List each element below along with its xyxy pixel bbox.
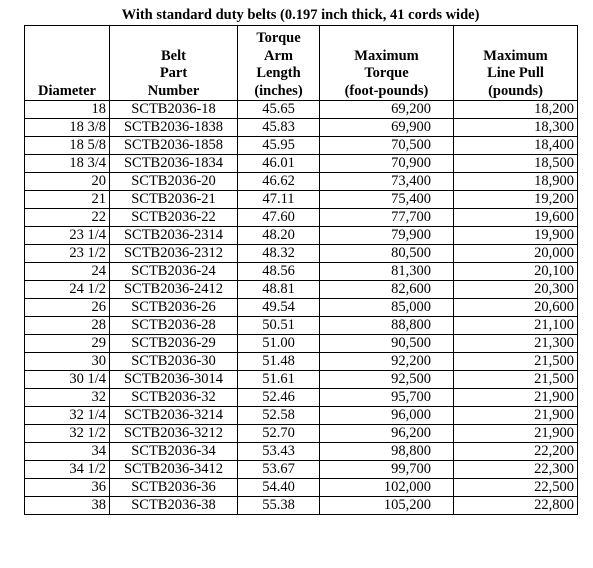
cell-torque-arm-length: 45.95: [238, 137, 320, 155]
cell-torque-arm-length: 48.32: [238, 245, 320, 263]
header-row: [25, 26, 578, 101]
header-maximum-line-pull: Maximum Line Pull (pounds): [454, 26, 578, 101]
cell-torque-arm-length: 55.38: [238, 497, 320, 515]
table-title: With standard duty belts (0.197 inch thick, 41 cords wide): [121, 7, 480, 23]
table-row: [25, 335, 578, 353]
table-row: [25, 353, 578, 371]
cell-diameter: 24: [25, 263, 110, 281]
cell-maximum-torque: 82,600: [320, 281, 454, 299]
cell-torque-arm-length: 48.56: [238, 263, 320, 281]
cell-part-number: SCTB2036-3212: [110, 425, 238, 443]
cell-maximum-torque: 70,900: [320, 155, 454, 173]
cell-maximum-line-pull: 21,900: [454, 389, 578, 407]
cell-diameter: 30 1/4: [25, 371, 110, 389]
table-row: [25, 245, 578, 263]
cell-maximum-torque: 79,900: [320, 227, 454, 245]
cell-maximum-torque: 96,200: [320, 425, 454, 443]
cell-part-number: SCTB2036-34: [110, 443, 238, 461]
cell-diameter: 23 1/4: [25, 227, 110, 245]
table-row: [25, 227, 578, 245]
cell-diameter: 34: [25, 443, 110, 461]
cell-maximum-line-pull: 19,600: [454, 209, 578, 227]
cell-part-number: SCTB2036-2314: [110, 227, 238, 245]
table-row: [25, 299, 578, 317]
table-row: [25, 155, 578, 173]
cell-part-number: SCTB2036-2412: [110, 281, 238, 299]
table-row: [25, 407, 578, 425]
table-row: [25, 119, 578, 137]
cell-diameter: 30: [25, 353, 110, 371]
cell-maximum-torque: 92,500: [320, 371, 454, 389]
cell-maximum-torque: 85,000: [320, 299, 454, 317]
cell-maximum-torque: 92,200: [320, 353, 454, 371]
cell-torque-arm-length: 53.43: [238, 443, 320, 461]
cell-maximum-torque: 69,900: [320, 119, 454, 137]
cell-maximum-line-pull: 20,300: [454, 281, 578, 299]
table-row: [25, 389, 578, 407]
cell-part-number: SCTB2036-32: [110, 389, 238, 407]
table-row: [25, 173, 578, 191]
cell-diameter: 18 5/8: [25, 137, 110, 155]
cell-torque-arm-length: 45.65: [238, 101, 320, 119]
cell-part-number: SCTB2036-3014: [110, 371, 238, 389]
cell-maximum-line-pull: 19,200: [454, 191, 578, 209]
cell-diameter: 28: [25, 317, 110, 335]
cell-maximum-torque: 77,700: [320, 209, 454, 227]
cell-torque-arm-length: 51.61: [238, 371, 320, 389]
cell-torque-arm-length: 51.48: [238, 353, 320, 371]
table-row: [25, 263, 578, 281]
table-row: [25, 479, 578, 497]
cell-torque-arm-length: 50.51: [238, 317, 320, 335]
table-row: [25, 497, 578, 515]
cell-part-number: SCTB2036-20: [110, 173, 238, 191]
cell-part-number: SCTB2036-1838: [110, 119, 238, 137]
cell-torque-arm-length: 48.20: [238, 227, 320, 245]
cell-maximum-torque: 81,300: [320, 263, 454, 281]
cell-maximum-line-pull: 22,500: [454, 479, 578, 497]
cell-maximum-line-pull: 20,100: [454, 263, 578, 281]
cell-part-number: SCTB2036-26: [110, 299, 238, 317]
cell-diameter: 18: [25, 101, 110, 119]
cell-diameter: 34 1/2: [25, 461, 110, 479]
cell-part-number: SCTB2036-3412: [110, 461, 238, 479]
cell-maximum-torque: 96,000: [320, 407, 454, 425]
cell-diameter: 38: [25, 497, 110, 515]
table-row: [25, 191, 578, 209]
cell-diameter: 32 1/4: [25, 407, 110, 425]
cell-maximum-torque: 88,800: [320, 317, 454, 335]
cell-maximum-line-pull: 18,500: [454, 155, 578, 173]
cell-part-number: SCTB2036-18: [110, 101, 238, 119]
cell-part-number: SCTB2036-38: [110, 497, 238, 515]
cell-torque-arm-length: 49.54: [238, 299, 320, 317]
table-row: [25, 425, 578, 443]
cell-diameter: 20: [25, 173, 110, 191]
cell-maximum-torque: 70,500: [320, 137, 454, 155]
cell-maximum-torque: 105,200: [320, 497, 454, 515]
cell-maximum-line-pull: 18,300: [454, 119, 578, 137]
cell-part-number: SCTB2036-1834: [110, 155, 238, 173]
cell-torque-arm-length: 54.40: [238, 479, 320, 497]
cell-maximum-line-pull: 21,100: [454, 317, 578, 335]
cell-diameter: 29: [25, 335, 110, 353]
cell-diameter: 24 1/2: [25, 281, 110, 299]
cell-torque-arm-length: 52.70: [238, 425, 320, 443]
cell-maximum-torque: 73,400: [320, 173, 454, 191]
cell-torque-arm-length: 48.81: [238, 281, 320, 299]
cell-torque-arm-length: 52.46: [238, 389, 320, 407]
cell-maximum-line-pull: 22,800: [454, 497, 578, 515]
cell-maximum-line-pull: 20,600: [454, 299, 578, 317]
header-belt-part-number: Belt Part Number: [110, 26, 238, 101]
cell-maximum-torque: 102,000: [320, 479, 454, 497]
cell-torque-arm-length: 45.83: [238, 119, 320, 137]
cell-maximum-line-pull: 18,900: [454, 173, 578, 191]
table-row: [25, 281, 578, 299]
cell-torque-arm-length: 46.01: [238, 155, 320, 173]
belt-specs-table: [24, 25, 578, 515]
cell-part-number: SCTB2036-36: [110, 479, 238, 497]
cell-maximum-torque: 98,800: [320, 443, 454, 461]
cell-part-number: SCTB2036-21: [110, 191, 238, 209]
cell-maximum-line-pull: 18,400: [454, 137, 578, 155]
cell-diameter: 18 3/4: [25, 155, 110, 173]
table-row: [25, 443, 578, 461]
cell-diameter: 36: [25, 479, 110, 497]
cell-maximum-torque: 75,400: [320, 191, 454, 209]
table-row: [25, 137, 578, 155]
cell-maximum-torque: 95,700: [320, 389, 454, 407]
cell-maximum-line-pull: 21,500: [454, 371, 578, 389]
table-row: [25, 101, 578, 119]
cell-torque-arm-length: 53.67: [238, 461, 320, 479]
cell-diameter: 32: [25, 389, 110, 407]
cell-part-number: SCTB2036-22: [110, 209, 238, 227]
table-body: [25, 101, 578, 515]
cell-diameter: 32 1/2: [25, 425, 110, 443]
cell-diameter: 21: [25, 191, 110, 209]
cell-part-number: SCTB2036-28: [110, 317, 238, 335]
table-row: [25, 371, 578, 389]
table-row: [25, 209, 578, 227]
header-diameter: Diameter: [25, 26, 110, 101]
cell-maximum-line-pull: 21,300: [454, 335, 578, 353]
table-row: [25, 317, 578, 335]
cell-torque-arm-length: 52.58: [238, 407, 320, 425]
cell-part-number: SCTB2036-2312: [110, 245, 238, 263]
cell-maximum-torque: 80,500: [320, 245, 454, 263]
cell-torque-arm-length: 46.62: [238, 173, 320, 191]
cell-torque-arm-length: 47.11: [238, 191, 320, 209]
cell-part-number: SCTB2036-3214: [110, 407, 238, 425]
cell-maximum-line-pull: 18,200: [454, 101, 578, 119]
cell-maximum-line-pull: 21,900: [454, 407, 578, 425]
cell-maximum-line-pull: 22,300: [454, 461, 578, 479]
cell-part-number: SCTB2036-30: [110, 353, 238, 371]
header-maximum-torque: Maximum Torque (foot-pounds): [320, 26, 454, 101]
cell-part-number: SCTB2036-24: [110, 263, 238, 281]
cell-maximum-torque: 69,200: [320, 101, 454, 119]
cell-part-number: SCTB2036-29: [110, 335, 238, 353]
cell-diameter: 26: [25, 299, 110, 317]
cell-maximum-line-pull: 22,200: [454, 443, 578, 461]
cell-maximum-line-pull: 19,900: [454, 227, 578, 245]
cell-maximum-torque: 90,500: [320, 335, 454, 353]
table-row: [25, 461, 578, 479]
cell-torque-arm-length: 47.60: [238, 209, 320, 227]
cell-part-number: SCTB2036-1858: [110, 137, 238, 155]
cell-maximum-torque: 99,700: [320, 461, 454, 479]
header-torque-arm-length: Torque Arm Length (inches): [238, 26, 320, 101]
cell-maximum-line-pull: 20,000: [454, 245, 578, 263]
cell-diameter: 18 3/8: [25, 119, 110, 137]
cell-torque-arm-length: 51.00: [238, 335, 320, 353]
cell-diameter: 23 1/2: [25, 245, 110, 263]
cell-maximum-line-pull: 21,900: [454, 425, 578, 443]
cell-maximum-line-pull: 21,500: [454, 353, 578, 371]
cell-diameter: 22: [25, 209, 110, 227]
